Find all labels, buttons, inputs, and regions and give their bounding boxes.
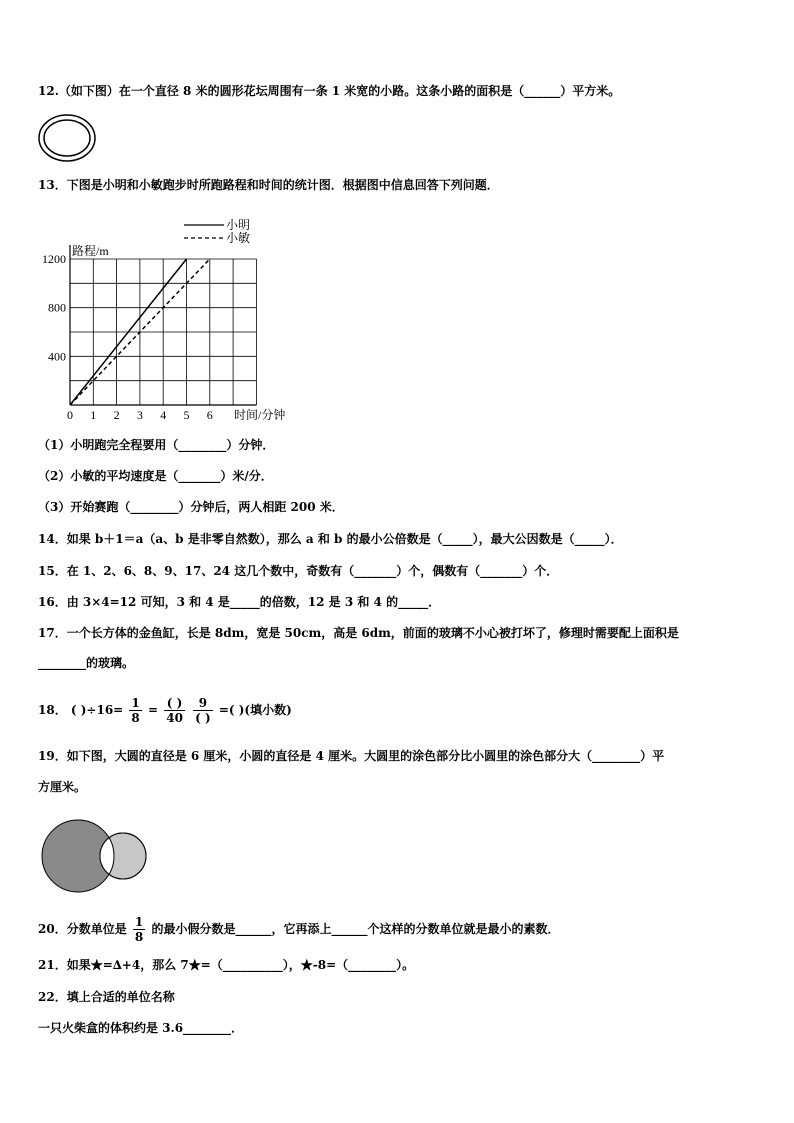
x-tick-label: 1 bbox=[90, 408, 97, 420]
x-tick-label: 5 bbox=[183, 408, 190, 420]
fraction-blank-40 bbox=[164, 696, 185, 725]
q18-number: 18． bbox=[38, 703, 67, 717]
q18-equals: = bbox=[147, 703, 159, 717]
fraction-numerator: ( ) bbox=[164, 696, 185, 711]
question-14: 14．如果 b＋1＝a（a、b 是非零自然数），那么 a 和 b 的最小公倍数是（_____），最大公因数是（_____）． bbox=[38, 532, 623, 546]
q18-part1: ( )÷16= bbox=[70, 703, 124, 717]
x-tick-label: 2 bbox=[113, 408, 120, 420]
ring-diagram bbox=[38, 113, 96, 163]
y-axis-label: 路程/m bbox=[72, 244, 109, 258]
x-axis-label: 时间/分钟 bbox=[234, 408, 286, 420]
chart-legend bbox=[184, 218, 250, 245]
outer-circle bbox=[39, 115, 95, 161]
question-22-line: 一只火柴盒的体积约是 3.6________． bbox=[38, 1021, 244, 1035]
fraction-denominator: ( ) bbox=[195, 711, 211, 725]
question-21: 21．如果★=∆+4，那么 7★=（__________），★-8=（________）。 bbox=[38, 958, 415, 972]
chart-grid bbox=[70, 259, 256, 405]
x-tick-label: 3 bbox=[136, 408, 143, 420]
question-17-line2: ________的玻璃。 bbox=[38, 656, 135, 670]
distance-time-chart bbox=[36, 215, 326, 420]
legend-label: 小明 bbox=[226, 218, 251, 232]
q20-post: 的最小假分数是______，它再添上______个这样的分数单位就是最小的素数． bbox=[151, 922, 560, 936]
fraction-denominator: 8 bbox=[131, 711, 140, 725]
question-19-line2: 方厘米。 bbox=[38, 780, 87, 794]
x-tick-label: 4 bbox=[160, 408, 167, 420]
question-18 bbox=[38, 691, 292, 729]
legend-label: 小敏 bbox=[226, 231, 251, 245]
fraction-numerator: 9 bbox=[193, 696, 213, 711]
inner-circle bbox=[44, 120, 90, 156]
fraction-denominator: 40 bbox=[166, 711, 183, 725]
q20-pre: 20．分数单位是 bbox=[38, 922, 127, 936]
x-tick-label: 6 bbox=[206, 408, 213, 420]
question-19-line1: 19．如下图，大圆的直径是 6 厘米，小圆的直径是 4 厘米。大圆里的涂色部分比小圆里的涂色部分大（________）平 bbox=[38, 749, 665, 763]
y-tick-label: 1200 bbox=[42, 252, 66, 266]
question-20 bbox=[38, 910, 559, 948]
fraction-numerator: 1 bbox=[134, 915, 144, 929]
question-13-title: 13．下图是小明和小敏跑步时所跑路程和时间的统计图．根据图中信息回答下列问题． bbox=[38, 178, 499, 192]
fraction-1-8 bbox=[129, 696, 141, 725]
question-12: 12.（如下图）在一个直径 8 米的圆形花坛周围有一条 1 米宽的小路。这条小路的面积是（______）平方米。 bbox=[38, 84, 621, 98]
fraction-denominator: 8 bbox=[134, 930, 144, 944]
question-15: 15．在 1、2、6、8、9、17、24 这几个数中，奇数有（_______）个，偶数有（_______）个． bbox=[38, 564, 559, 578]
question-13-sub1: （1）小明跑完全程要用（________）分钟． bbox=[38, 438, 275, 452]
question-17-line1: 17．一个长方体的金鱼缸，长是 8dm，宽是 50cm，高是 6dm，前面的玻璃不小心被打坏了，修理时需要配上面积是 bbox=[38, 626, 679, 640]
x-tick-label: 0 bbox=[67, 408, 73, 420]
fraction-numerator: 1 bbox=[131, 696, 140, 710]
q18-part2: =( )(填小数) bbox=[218, 703, 292, 717]
y-tick-label: 400 bbox=[48, 349, 66, 364]
question-16: 16．由 3×4=12 可知，3 和 4 是_____的倍数，12 是 3 和 4 的_____． bbox=[38, 595, 441, 609]
question-13-sub3: （3）开始赛跑（________）分钟后，两人相距 200 米． bbox=[38, 500, 344, 514]
y-tick-label: 800 bbox=[48, 300, 66, 315]
fraction-9-blank bbox=[193, 696, 213, 725]
fraction-1-8 bbox=[133, 915, 145, 944]
question-22-title: 22．填上合适的单位名称 bbox=[38, 990, 175, 1004]
circles-diagram bbox=[40, 815, 155, 895]
question-13-sub2: （2）小敏的平均速度是（_______）米/分． bbox=[38, 469, 273, 483]
chart-ticks bbox=[42, 252, 213, 420]
